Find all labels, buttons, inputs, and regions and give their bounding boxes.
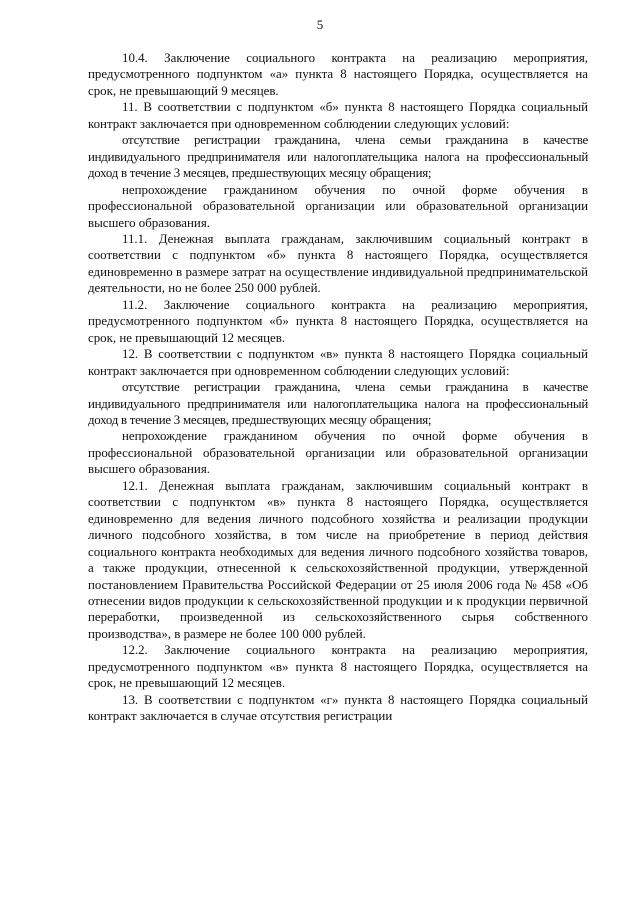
paragraph-13: 13. В соответствии с подпунктом «г» пункта 8 настоящего Порядка социальный контракт заключается в случае отсутствия регистрации bbox=[88, 692, 588, 724]
paragraph-11-1: 11.1. Денежная выплата гражданам, заключившим социальный контракт в соответствии с подпунктом «б» пункта 8 настоящего Порядка, осуществляется единовременно в размере затрат на осуществление индивидуальной предпринимательской деятельности, но не более 250 000 рублей. bbox=[88, 231, 588, 296]
paragraph-12-2: 12.2. Заключение социального контракта на реализацию мероприятия, предусмотренного подпунктом «в» пункта 8 настоящего Порядка, осуществляется на срок, не превышающий 12 месяцев. bbox=[88, 643, 588, 691]
paragraph-12-condition-education: непрохождение гражданином обучения по очной форме обучения в профессиональной образовательной организации или образовательной организации высшего образования. bbox=[88, 429, 588, 477]
paragraph-12: 12. В соответствии с подпунктом «в» пункта 8 настоящего Порядка социальный контракт заключается при одновременном соблюдении следующих условий: bbox=[88, 347, 588, 378]
paragraph-11-condition-registration: отсутствие регистрации гражданина, члена семьи гражданина в качестве индивидуального предпринимателя или налогоплательщика налога на профессиональный доход в течение 3 месяцев, предшествующих месяцу обращения; bbox=[88, 133, 588, 181]
paragraph-11: 11. В соответствии с подпунктом «б» пункта 8 настоящего Порядка социальный контракт заключается при одновременном соблюдении следующих условий: bbox=[88, 100, 588, 131]
document-body bbox=[88, 50, 588, 725]
paragraph-12-condition-registration: отсутствие регистрации гражданина, члена семьи гражданина в качестве индивидуального предпринимателя или налогоплательщика налога на профессиональный доход в течение 3 месяцев, предшествующих месяцу обращения; bbox=[88, 380, 588, 427]
paragraph-12-1: 12.1. Денежная выплата гражданам, заключившим социальный контракт в соответствии с подпунктом «в» пункта 8 настоящего Порядка, осуществляется единовременно для ведения личного подсобного хозяйства и реализации продукции личного подсобного хозяйства, в том числе на приобретение в период действия социального контракта необходимых для ведения личного подсобного хозяйства товаров, а также продукции, отнесенной к сельскохозяйственной продукции, утвержденной постановлением Правительства Российской Федерации от 25 июля 2006 года № 458 «Об отнесении видов продукции к сельскохозяйственной продукции и к продукции первичной переработки, произведенной из сельскохозяйственного сырья собственного производства», в размере не более 100 000 рублей. bbox=[88, 478, 588, 641]
page-number: 5 bbox=[316, 17, 324, 32]
paragraph-11-condition-education: непрохождение гражданином обучения по очной форме обучения в профессиональной образовательной организации или образовательной организации высшего образования. bbox=[88, 182, 588, 230]
paragraph-11-2: 11.2. Заключение социального контракта на реализацию мероприятия, предусмотренного подпунктом «б» пункта 8 настоящего Порядка, осуществляется на срок, не превышающий 12 месяцев. bbox=[88, 297, 588, 345]
paragraph-10-4: 10.4. Заключение социального контракта на реализацию мероприятия, предусмотренного подпунктом «а» пункта 8 настоящего Порядка, осуществляется на срок, не превышающий 9 месяцев. bbox=[88, 51, 588, 98]
